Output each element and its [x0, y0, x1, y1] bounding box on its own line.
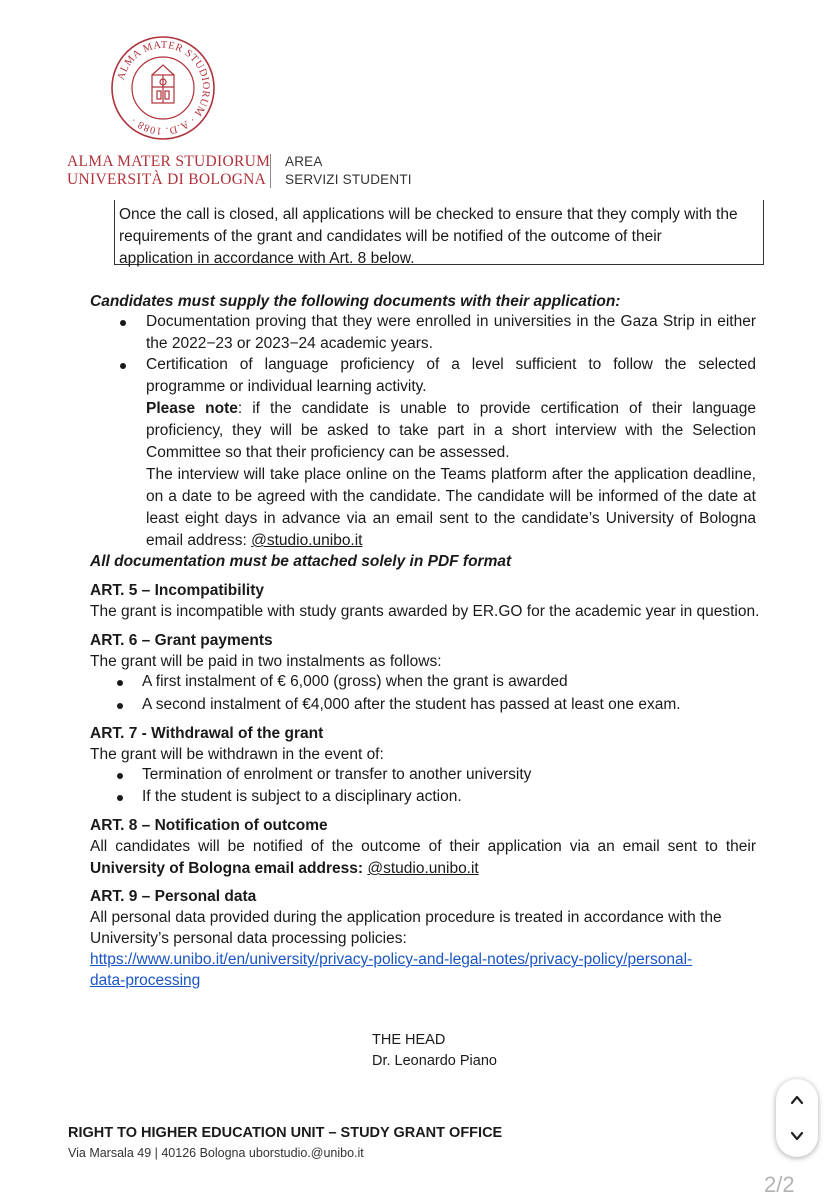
chevron-up-icon[interactable] [790, 1093, 804, 1107]
box-line-2: requirements of the grant and candidates will be notified of the outcome of their [119, 228, 662, 245]
area-label: AREA [285, 154, 323, 169]
footer-office-title: RIGHT TO HIGHER EDUCATION UNIT – STUDY GRANT OFFICE [68, 1125, 503, 1141]
university-seal-logo [110, 35, 216, 141]
art7-bullet1: Termination of enrolment or transfer to another university [142, 766, 532, 783]
please-note-line1: Please note: if the candidate is unable to provide certification of their language [146, 400, 756, 417]
interview-line4: email address: @studio.unibo.it [146, 532, 363, 549]
art7-intro: The grant will be withdrawn in the event of: [90, 746, 384, 763]
chevron-down-icon[interactable] [790, 1129, 804, 1143]
interview-line3: least eight days in advance via an email sent to the candidate’s University of Bologna [146, 510, 756, 527]
art7-bullet2: If the student is subject to a disciplinary action. [142, 788, 462, 805]
art6-bullet1: A first instalment of € 6,000 (gross) when the grant is awarded [142, 673, 568, 690]
signatory-name: Dr. Leonardo Piano [372, 1053, 497, 1069]
page-scroll-control[interactable] [776, 1079, 818, 1157]
art9-line1: All personal data provided during the application procedure is treated in accordance with the [90, 909, 722, 926]
bullet-icon [117, 680, 123, 686]
bullet-icon [117, 795, 123, 801]
art6-intro: The grant will be paid in two instalments as follows: [90, 653, 442, 670]
privacy-policy-link[interactable]: https://www.unibo.it/en/university/privacy-policy-and-legal-notes/privacy-policy/personal- [90, 951, 693, 968]
pdf-format-note: All documentation must be attached solely in PDF format [90, 553, 512, 570]
box-line-3: application in accordance with Art. 8 below. [119, 250, 415, 267]
page-indicator: 2/2 [764, 1172, 795, 1197]
art6-title: ART. 6 – Grant payments [90, 632, 273, 649]
university-name-line1: ALMA MATER STUDIORUM [67, 153, 271, 170]
documents-heading: Candidates must supply the following documents with their application: [90, 293, 621, 310]
art7-title: ART. 7 - Withdrawal of the grant [90, 725, 324, 742]
please-note-line2: proficiency, they will be asked to take part in a short interview with the Selection [146, 422, 756, 439]
documents-bullet2-line2: programme or individual learning activity. [146, 378, 427, 395]
area-department: SERVIZI STUDENTI [285, 172, 412, 187]
documents-bullet1-line2: the 2022−23 or 2023−24 academic years. [146, 335, 433, 352]
bullet-icon [117, 703, 123, 709]
art8-line1: All candidates will be notified of the outcome of their application via an email sent to their [90, 838, 756, 855]
studio-email-domain[interactable]: @studio.unibo.it [251, 532, 363, 549]
box-line-1: Once the call is closed, all applications will be checked to ensure that they comply with the [119, 206, 738, 223]
header-divider [270, 154, 271, 188]
art6-bullet2: A second instalment of €4,000 after the student has passed at least one exam. [142, 696, 681, 713]
university-name-line2: UNIVERSITÀ DI BOLOGNA [67, 171, 267, 188]
art9-title: ART. 9 – Personal data [90, 888, 257, 905]
svg-text:ALMA MATER STUDIORUM · A.D. 10: ALMA MATER STUDIORUM · A.D. 1088 · [115, 39, 212, 137]
interview-line1: The interview will take place online on the Teams platform after the application deadline, [146, 466, 756, 483]
interview-line2: on a date to be agreed with the candidate. The candidate will be informed of the date at [146, 488, 756, 505]
please-note-line3: Committee so that their proficiency can be assessed. [146, 444, 510, 461]
art8-title: ART. 8 – Notification of outcome [90, 817, 328, 834]
studio-email-domain[interactable]: @studio.unibo.it [367, 860, 479, 877]
art5-title: ART. 5 – Incompatibility [90, 582, 264, 599]
bullet-icon [120, 320, 126, 326]
please-note-label: Please note [146, 400, 238, 417]
art8-line2: University of Bologna email address: @studio.unibo.it [90, 860, 479, 877]
documents-bullet2-line1: Certification of language proficiency of a level sufficient to follow the selected [146, 356, 756, 373]
footer-address: Via Marsala 49 | 40126 Bologna uborstudio.@unibo.it [68, 1146, 364, 1160]
bullet-icon [117, 773, 123, 779]
documents-bullet1-line1: Documentation proving that they were enrolled in universities in the Gaza Strip in either [146, 313, 756, 330]
bullet-icon [120, 363, 126, 369]
art5-text: The grant is incompatible with study grants awarded by ER.GO for the academic year in question. [90, 603, 760, 620]
art9-line2: University’s personal data processing policies: [90, 930, 407, 947]
signatory-role: THE HEAD [372, 1032, 446, 1048]
privacy-policy-link-cont[interactable]: data-processing [90, 972, 201, 989]
